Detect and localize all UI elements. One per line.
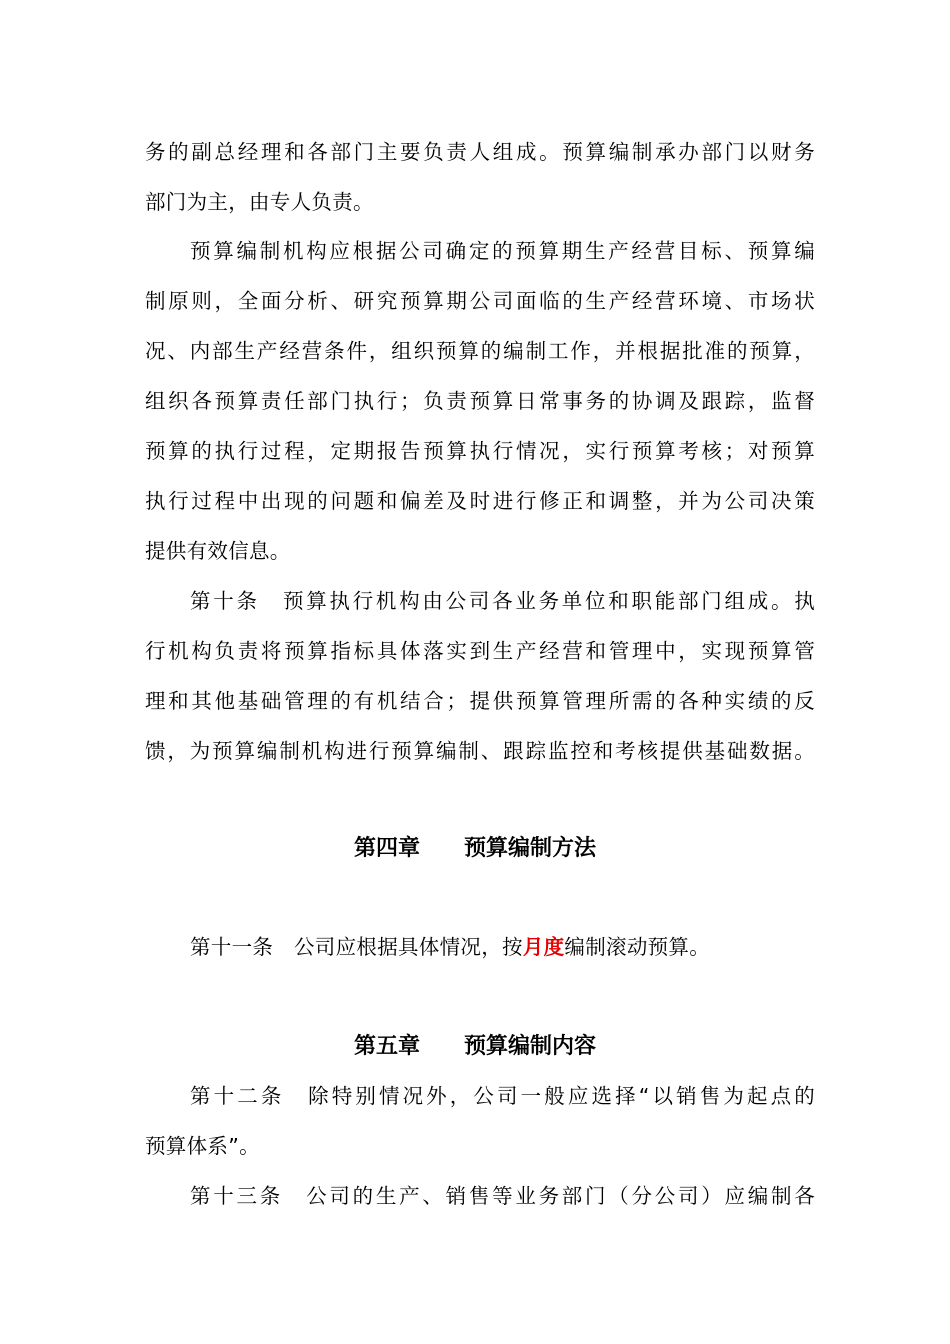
chapter-5-heading: 第五章 预算编制内容: [353, 1034, 596, 1059]
paragraph-line: 提供有效信息。: [145, 539, 291, 563]
paragraph-line: 况、内部生产经营条件，组织预算的编制工作，并根据批准的预算，: [145, 339, 815, 363]
article-12-line: 第十二条 除特别情况外，公司一般应选择“以销售为起点的: [190, 1084, 815, 1108]
paragraph-line: 制原则，全面分析、研究预算期公司面临的生产经营环境、市场状: [145, 289, 815, 313]
article-12-line: 预算体系”。: [145, 1134, 260, 1158]
article-10-line: 第十条 预算执行机构由公司各业务单位和职能部门组成。执: [190, 589, 815, 613]
article-10-line: 理和其他基础管理的有机结合；提供预算管理所需的各种实绩的反: [145, 689, 815, 713]
article-10-line: 馈，为预算编制机构进行预算编制、跟踪监控和考核提供基础数据。: [145, 739, 815, 763]
paragraph-line: 执行过程中出现的问题和偏差及时进行修正和调整，并为公司决策: [145, 489, 815, 513]
article-10-line: 行机构负责将预算指标具体落实到生产经营和管理中，实现预算管: [145, 639, 815, 663]
paragraph-line: 预算编制机构应根据公司确定的预算期生产经营目标、预算编: [190, 239, 815, 263]
chapter-4-heading: 第四章 预算编制方法: [353, 836, 596, 861]
article-13-line: 第十三条 公司的生产、销售等业务部门（分公司）应编制各: [190, 1184, 815, 1208]
article-11-prefix: 第十一条 公司应根据具体情况，按: [190, 935, 523, 959]
article-11-line: [190, 932, 815, 962]
paragraph-line: 务的副总经理和各部门主要负责人组成。预算编制承办部门以财务: [145, 140, 815, 164]
paragraph-line: 预算的执行过程，定期报告预算执行情况，实行预算考核；对预算: [145, 439, 815, 463]
article-11-suffix: 编制滚动预算。: [564, 935, 711, 959]
paragraph-line: 部门为主，由专人负责。: [145, 190, 374, 214]
paragraph-line: 组织各预算责任部门执行；负责预算日常事务的协调及跟踪，监督: [145, 389, 815, 413]
article-11-highlight: 月度: [522, 935, 565, 959]
